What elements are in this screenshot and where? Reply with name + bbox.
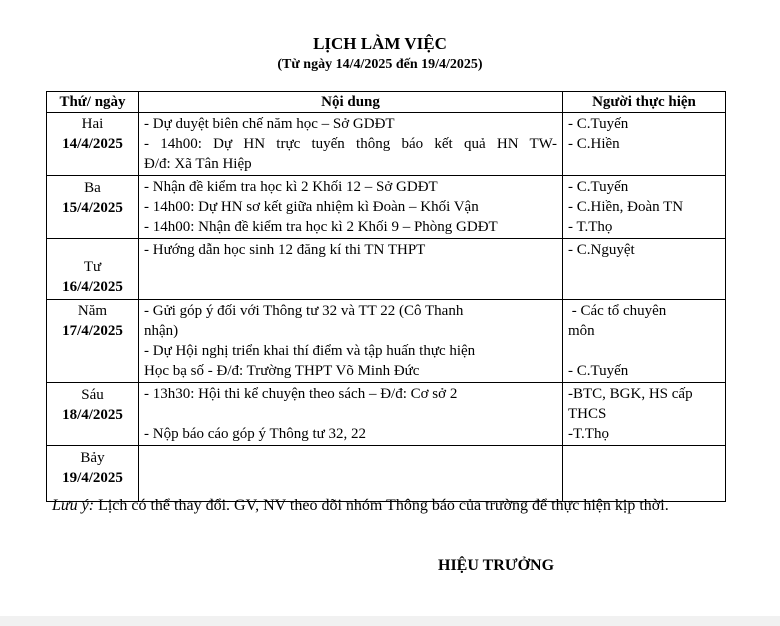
content-line: - Dự Hội nghị triển khai thí điểm và tập huấn thực hiện xyxy=(144,343,476,359)
schedule-table xyxy=(46,91,726,502)
person-cell xyxy=(563,383,726,446)
signature-title: HIỆU TRƯỞNG xyxy=(438,557,555,574)
header-content: Nội dung xyxy=(139,92,563,113)
day-cell xyxy=(47,383,139,446)
table-row xyxy=(47,239,726,300)
day-date: 15/4/2025 xyxy=(62,200,123,216)
note-text: Lịch có thể thay đổi. GV, NV theo dõi nhóm Thông báo của trường để thực hiện kịp thời. xyxy=(94,497,669,514)
day-name: Năm xyxy=(77,303,108,319)
blank-line xyxy=(568,341,720,361)
person-cell xyxy=(563,239,726,300)
content-line: - 13h30: Hội thi kể chuyện theo sách – Đ/đ: Cơ sở 2 xyxy=(144,386,458,402)
day-date: 16/4/2025 xyxy=(62,279,123,295)
content-cell xyxy=(139,113,563,176)
day-date: 19/4/2025 xyxy=(62,470,123,486)
content-cell xyxy=(139,176,563,239)
person-line: - C.Tuyến xyxy=(568,116,629,132)
content-line: - 14h00: Dự HN sơ kết giữa nhiệm kì Đoàn – Khối Vận xyxy=(144,199,479,215)
content-line: - Nhận đề kiểm tra học kì 2 Khối 12 – Sở GDĐT xyxy=(144,179,438,195)
document-subtitle: (Từ ngày 14/4/2025 đến 19/4/2025) xyxy=(277,57,483,72)
document-title: LỊCH LÀM VIỆC xyxy=(313,34,447,53)
person-line: - C.Nguyệt xyxy=(568,242,635,258)
day-name: Sáu xyxy=(81,387,104,403)
day-name: Tư xyxy=(83,259,102,275)
day-date: 18/4/2025 xyxy=(62,407,123,423)
bottom-strip xyxy=(0,616,780,626)
person-line: - C.Tuyến xyxy=(568,363,629,379)
table-row xyxy=(47,176,726,239)
content-line: - Nộp báo cáo góp ý Thông tư 32, 22 xyxy=(144,426,366,442)
person-line: THCS xyxy=(568,406,607,422)
content-line: nhận) xyxy=(144,323,179,339)
content-line: - 14h00: Dự HN trực tuyến thông báo kết quả HN TW- xyxy=(144,136,557,152)
person-line: - C.Hiền, Đoàn TN xyxy=(568,199,684,215)
day-cell xyxy=(47,239,139,300)
content-cell xyxy=(139,239,563,300)
day-cell xyxy=(47,113,139,176)
table-row xyxy=(47,300,726,383)
header-day: Thứ/ ngày xyxy=(47,92,139,113)
table-header-row xyxy=(47,92,726,113)
day-date: 17/4/2025 xyxy=(62,323,123,339)
person-line: - Các tổ chuyên xyxy=(568,303,667,319)
table-row xyxy=(47,113,726,176)
note xyxy=(52,494,712,518)
day-name: Hai xyxy=(81,116,104,132)
person-line: - C.Tuyến xyxy=(568,179,629,195)
content-line: - Hướng dẫn học sinh 12 đăng kí thi TN THPT xyxy=(144,242,426,258)
content-line: - Dự duyệt biên chế năm học – Sở GDĐT xyxy=(144,116,395,132)
person-line: -T.Thọ xyxy=(568,426,609,442)
person-line: -BTC, BGK, HS cấp xyxy=(568,386,693,402)
content-cell xyxy=(139,300,563,383)
note-label: Lưu ý: xyxy=(52,497,95,514)
day-cell xyxy=(47,300,139,383)
content-line: - 14h00: Nhận đề kiểm tra học kì 2 Khối 9 – Phòng GDĐT xyxy=(144,219,498,235)
person-cell xyxy=(563,176,726,239)
table-row xyxy=(47,383,726,446)
person-line: - T.Thọ xyxy=(568,219,613,235)
day-name: Bảy xyxy=(80,450,105,466)
person-cell xyxy=(563,300,726,383)
person-line: - C.Hiền xyxy=(568,136,620,152)
blank-line xyxy=(144,404,557,424)
day-cell xyxy=(47,176,139,239)
content-line: - Gửi góp ý đối với Thông tư 32 và TT 22 (Cô Thanh xyxy=(144,303,464,319)
person-line: môn xyxy=(568,323,595,339)
content-line: Học bạ số - Đ/đ: Trường THPT Võ Minh Đức xyxy=(144,363,420,379)
day-name: Ba xyxy=(84,180,101,196)
content-line: Đ/đ: Xã Tân Hiệp xyxy=(144,156,252,172)
person-cell xyxy=(563,113,726,176)
day-date: 14/4/2025 xyxy=(62,136,123,152)
content-cell xyxy=(139,383,563,446)
header-person: Người thực hiện xyxy=(563,92,726,113)
